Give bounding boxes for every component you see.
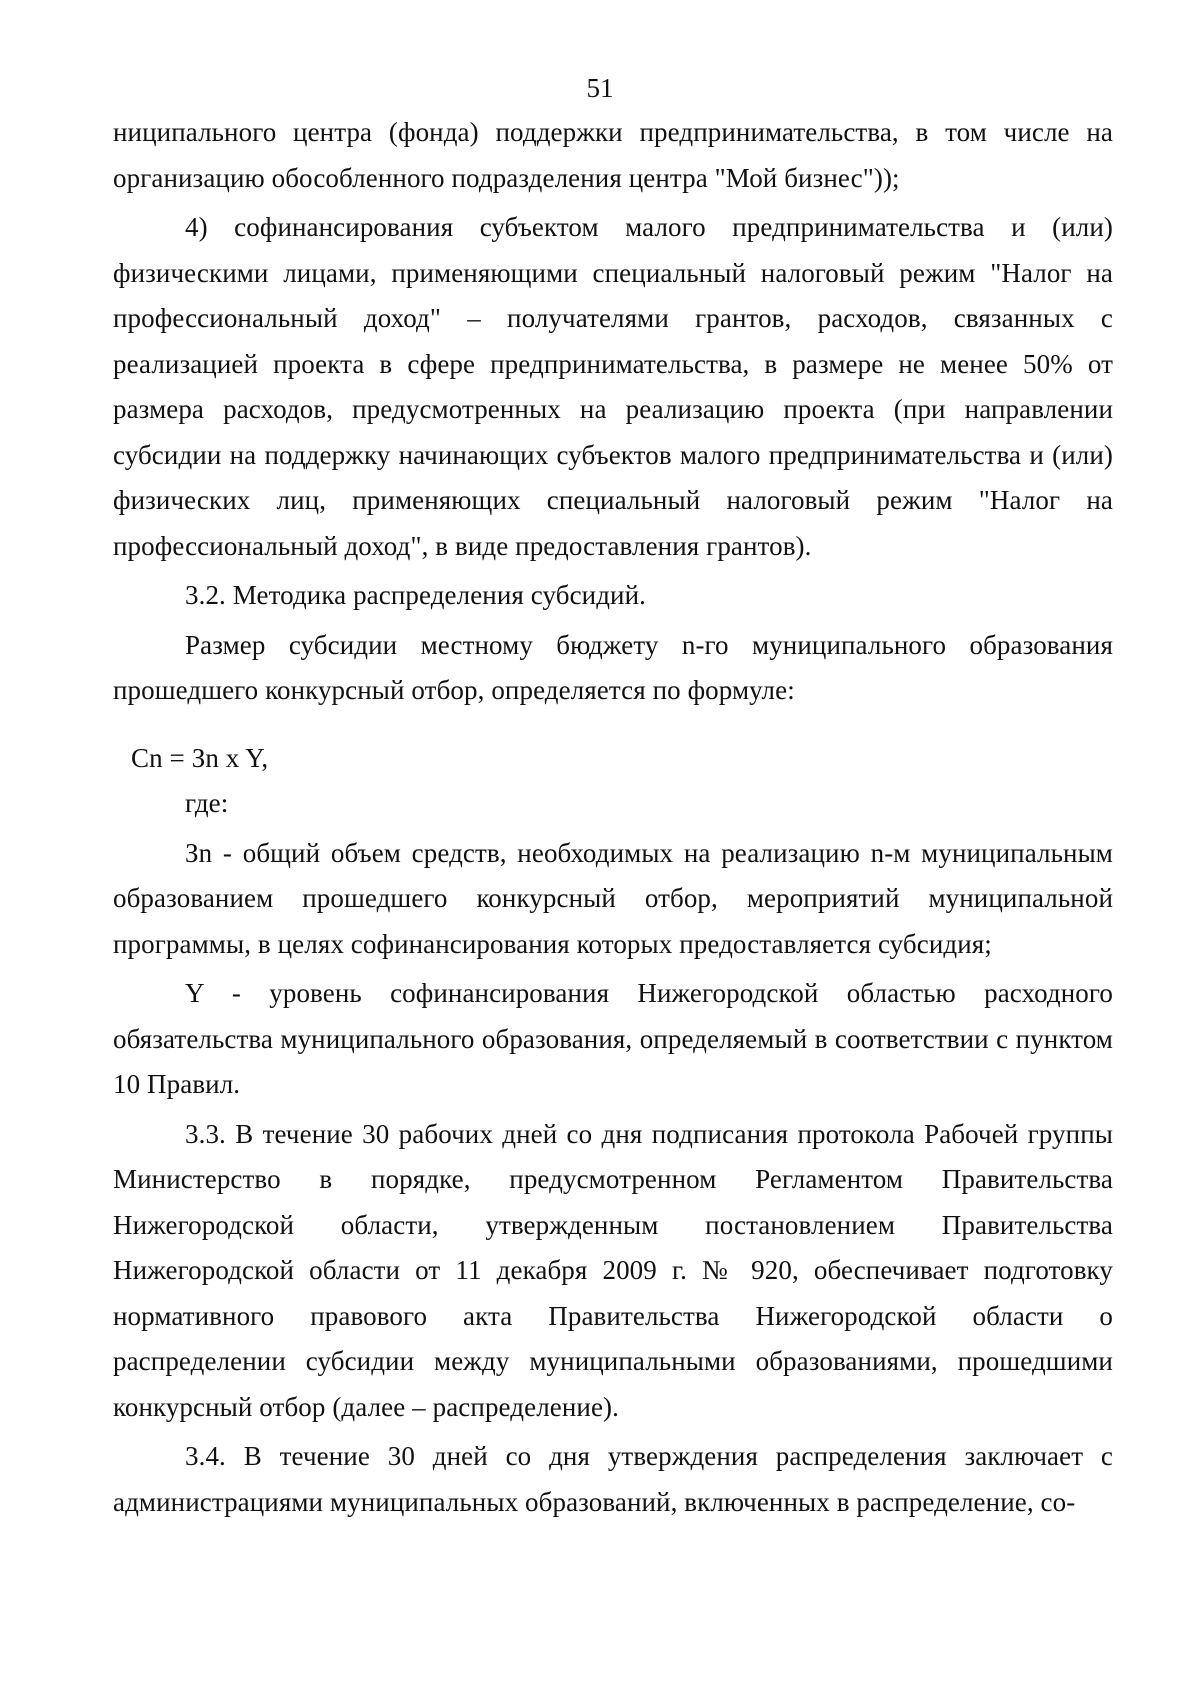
formula-where-label: где: — [185, 788, 229, 818]
document-body — [113, 110, 1113, 1525]
definition-y: Y - уровень софинансирования Нижегородской областью расходного обязательства муниципального образования, определяемый в соответствии с пунктом 10 Правил. — [113, 978, 1113, 1099]
paragraph-subsidy-size: Размер субсидии местному бюджету n-го муниципального образования прошедшего конкурсный отбор, определяется по формуле: — [113, 629, 1113, 705]
formula: Cn = Зn x Y, — [131, 742, 269, 773]
paragraph-3-4: 3.4. В течение 30 дней со дня утверждения распределения заключает с администрациями муниципальных образований, включенных в распределение, со- — [113, 1441, 1113, 1517]
paragraph-3-3: 3.3. В течение 30 рабочих дней со дня подписания протокола Рабочей группы Министерство в порядке, предусмотренном Регламентом Правительства Нижегородской области, утвержденным постановлением Правительства Нижегородской области от 11 декабря 2009 г. № 920, обеспечивает подготовку нормативного правового акта Правительства Нижегородской области о распределении субсидии между муниципальными образованиями, прошедшими конкурсный отбор (далее – распределение). — [113, 1118, 1113, 1422]
paragraph-item-4: 4) софинансирования субъектом малого предпринимательства и (или) физическими лицами, применяющими специальный налоговый режим "Налог на профессиональный доход" – получателями грантов, расходов, связанных с реализацией проекта в сфере предпринимательства, в размере не менее 50% от размера расходов, предусмотренных на реализацию проекта (при направлении субсидии на поддержку начинающих субъектов малого предпринимательства и (или) физических лиц, применяющих специальный налоговый режим "Налог на профессиональный доход", в виде предоставления грантов). — [113, 212, 1113, 561]
page-number: 51 — [586, 73, 614, 103]
definition-zn: Зn - общий объем средств, необходимых на реализацию n-м муниципальным образованием прошедшего конкурсный отбор, мероприятий муниципальной программы, в целях софинансирования которых предоставляется субсидия; — [113, 837, 1113, 959]
paragraph-continuation: ниципального центра (фонда) поддержки предпринимательства, в том числе на организацию обособленного подразделения центра "Мой бизнес")); — [113, 117, 1113, 193]
section-heading-3-2: 3.2. Методика распределения субсидий. — [185, 580, 646, 610]
